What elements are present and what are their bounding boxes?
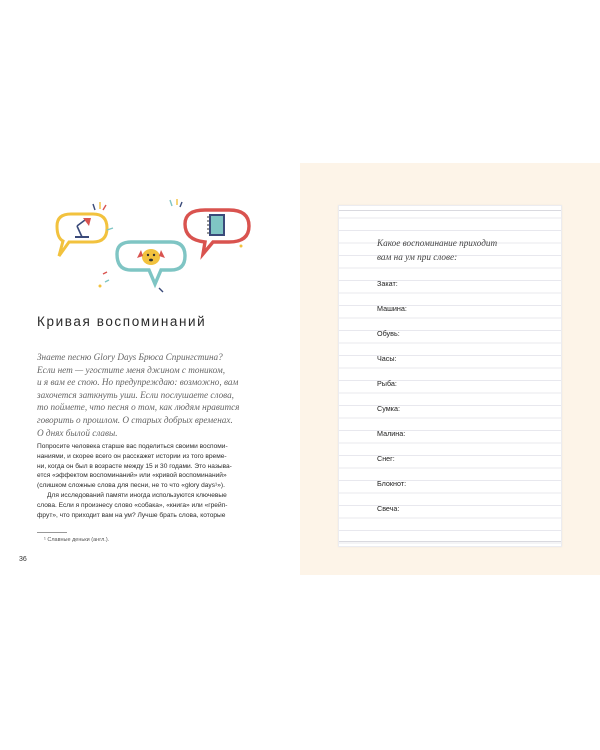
right-page [300,163,600,575]
intro-line: Знаете песню Glory Days Брюса Спрингстина? [37,352,223,362]
intro-line: говорить о прошлом. О старых добрых временах. [37,414,233,425]
body-text [37,442,269,520]
body-line: ется «эффектом воспоминаний» или «кривой воспоминаний» [37,472,227,480]
prompt-word: Закат: [377,279,398,288]
worksheet-card [338,205,562,547]
body-line: ни, когда он был в возрасте между 15 и 30 годами. Это называ- [37,462,232,470]
prompt-word: Малина: [377,429,406,438]
body-line: фрут», что приходит вам на ум? Лучше брать слова, которые [37,511,226,519]
body-line: Попросите человека старше вас поделиться своими воспоми- [37,443,228,450]
card-bottom-rule [339,541,561,542]
notebook-icon [207,214,225,236]
prompt-word: Свеча: [377,504,400,513]
worksheet-prompt [377,236,547,264]
intro-line: то поймете, что песня о том, как людям нравится [37,402,240,413]
worksheet-prompt-line: Какое воспоминание приходит [377,238,498,248]
body-line: слова. Если я произнесу слово «собака», «книга» или «грейп- [37,501,228,509]
intro-line: Если нет — угостите меня джином с тоником, [37,364,225,375]
intro-line: и я вам ее спою. Но предупреждаю: возможно, вам [37,377,239,388]
prompt-word: Обувь: [377,329,400,338]
intro-paragraph [37,351,267,439]
body-line: наниями, и скорее всего он расскажет истории из того време- [37,452,227,460]
intro-line: О днях былой славы. [37,427,118,438]
worksheet-prompt-line: вам на ум при слове: [377,252,458,262]
prompt-word: Блокнот: [377,479,407,488]
prompt-word: Машина: [377,304,407,313]
speech-bubbles-illustration [45,196,255,306]
body-line: Для исследований памяти иногда используются ключевые [47,491,227,499]
footnote-rule [37,532,67,533]
red-speech-bubble [185,210,249,254]
body-line: (слишком сложные слова для песни, не то что «glory days¹»). [37,482,225,490]
page-number: 36 [19,556,27,563]
card-top-rule [339,210,561,211]
prompt-word: Часы: [377,354,397,363]
prompt-word: Рыба: [377,379,397,388]
prompt-word: Снег: [377,454,395,463]
prompt-word: Сумка: [377,404,400,413]
intro-line: захочется заткнуть уши. Если послушаете слова, [37,389,234,400]
yellow-speech-bubble [57,214,107,256]
section-heading: Кривая воспоминаний [37,314,207,329]
footnote: ¹ Славные деньки (англ.). [44,537,110,543]
teal-speech-bubble [117,242,185,284]
